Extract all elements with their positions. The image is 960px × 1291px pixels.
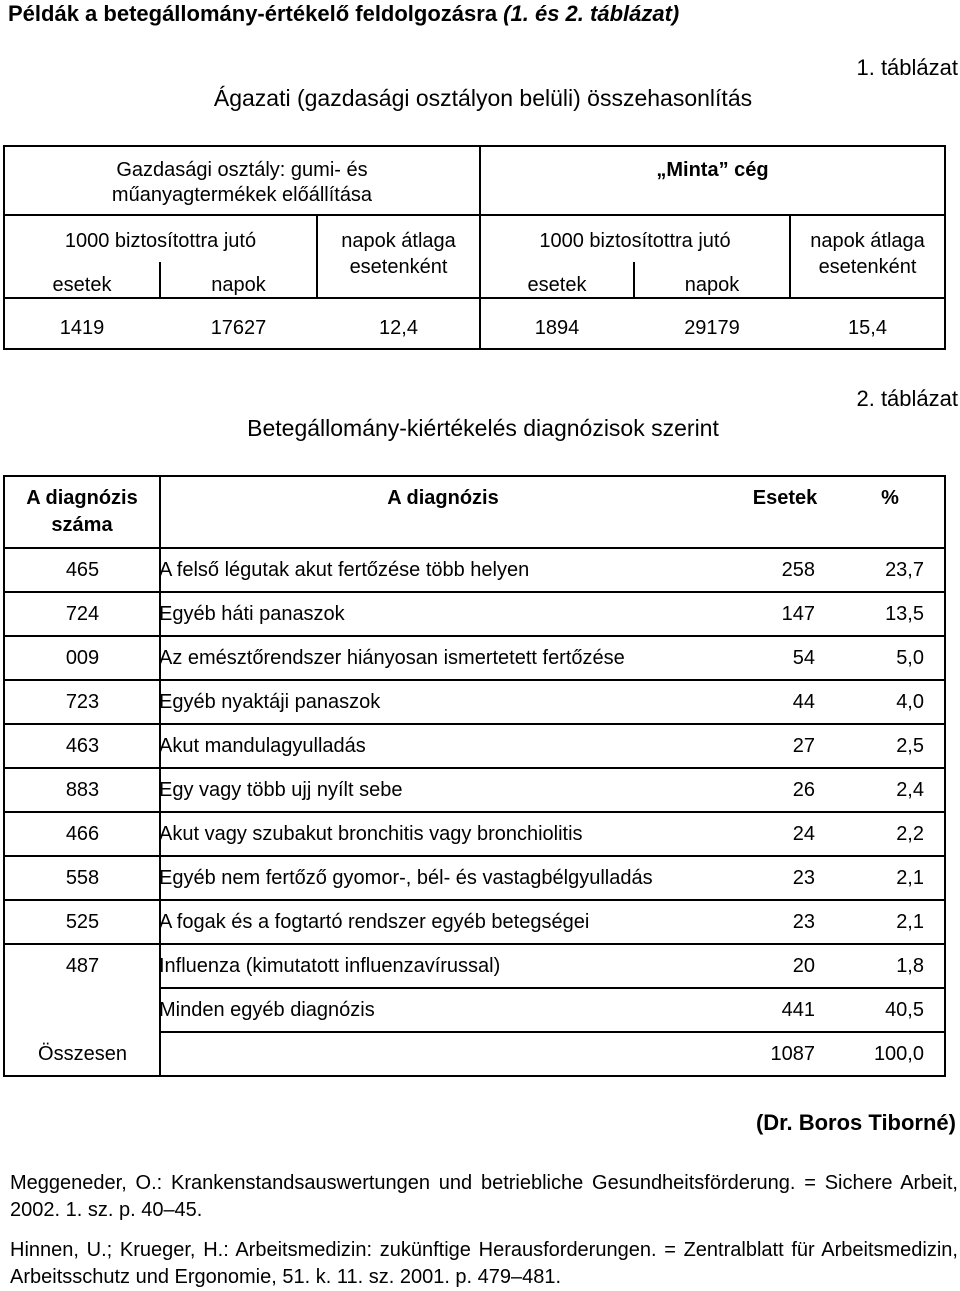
- table-row: [5, 945, 944, 989]
- total-label: Összesen: [38, 1043, 127, 1065]
- value-cases-left: 1419: [59, 317, 105, 339]
- avg-days-left-line1: napok átlaga: [341, 230, 456, 252]
- diagnosis-table: [3, 475, 946, 1077]
- table2-divider: [5, 679, 944, 681]
- table-row: [5, 593, 944, 637]
- table-row: [5, 769, 944, 813]
- table-row: [5, 549, 944, 593]
- value-days-right: 29179: [684, 317, 740, 339]
- avg-days-left-line2: esetenként: [349, 256, 448, 278]
- table-row: [5, 857, 944, 901]
- diagnosis-code: 724: [65, 603, 100, 625]
- table2-divider: [5, 635, 944, 637]
- diagnosis-cases: 26: [792, 779, 815, 801]
- diagnosis-cases: 20: [792, 955, 815, 977]
- header-code-line1: A diagnózis: [26, 487, 138, 509]
- table-row: [5, 637, 944, 681]
- value-avg-right: 15,4: [848, 317, 887, 339]
- diagnosis-cases: 23: [792, 911, 815, 933]
- table1-label: 1. táblázat: [856, 55, 958, 80]
- table2-label: 2. táblázat: [856, 386, 958, 411]
- diagnosis-code: 558: [65, 867, 100, 889]
- diagnosis-percent: 40,5: [885, 999, 924, 1021]
- days-right-header: napok: [684, 274, 740, 296]
- diagnosis-name: Egyéb háti panaszok: [159, 603, 345, 625]
- table2-divider: [5, 899, 944, 901]
- page-title-italic: (1. és 2. táblázat): [503, 1, 680, 26]
- diagnosis-code: 487: [65, 955, 100, 977]
- table-row: [5, 813, 944, 857]
- per-1000-left: 1000 biztosítottra jutó: [64, 230, 257, 252]
- header-cases: Esetek: [752, 487, 818, 509]
- author: (Dr. Boros Tiborné): [755, 1110, 956, 1135]
- diagnosis-percent: 13,5: [885, 603, 924, 625]
- diagnosis-percent: 23,7: [885, 559, 924, 581]
- table2-divider: [5, 811, 944, 813]
- table-row: [5, 989, 944, 1033]
- diagnosis-percent: 2,1: [896, 867, 924, 889]
- diagnosis-code: 525: [65, 911, 100, 933]
- value-days-left: 17627: [210, 317, 267, 339]
- diagnosis-name: Minden egyéb diagnózis: [159, 999, 375, 1021]
- diagnosis-code: 883: [65, 779, 100, 801]
- table1-divider: [5, 297, 944, 299]
- group-right: „Minta” cég: [656, 159, 769, 181]
- page-title-main: Példák a betegállomány-értékelő feldolgozásra: [8, 1, 504, 26]
- diagnosis-cases: 258: [781, 559, 815, 581]
- diagnosis-code: 463: [65, 735, 100, 757]
- diagnosis-cases: 147: [781, 603, 815, 625]
- days-left-header: napok: [211, 274, 266, 296]
- diagnosis-percent: 4,0: [896, 691, 924, 713]
- diagnosis-cases: 27: [792, 735, 815, 757]
- table2-divider: [5, 855, 944, 857]
- cases-left-header: esetek: [52, 274, 112, 296]
- diagnosis-percent: 2,5: [896, 735, 924, 757]
- diagnosis-name: Egy vagy több ujj nyílt sebe: [159, 779, 403, 801]
- table2-divider: [5, 591, 944, 593]
- total-percent: 100,0: [873, 1043, 924, 1065]
- avg-days-right-line1: napok átlaga: [810, 230, 925, 252]
- diagnosis-name: Influenza (kimutatott influenzavírussal): [159, 955, 501, 977]
- diagnosis-cases: 441: [781, 999, 815, 1021]
- per-1000-right: 1000 biztosítottra jutó: [539, 230, 731, 252]
- table2-divider: [5, 767, 944, 769]
- diagnosis-code: 723: [65, 691, 100, 713]
- diagnosis-code: 009: [65, 647, 100, 669]
- reference-1: Meggeneder, O.: Krankenstandsauswertungen und betriebliche Gesundheitsförderung. = Sichere Arbeit, 2002. 1. sz. p. 40–45.: [10, 1172, 958, 1221]
- table2-divider: [161, 1031, 944, 1033]
- table2-caption: Betegállomány-kiértékelés diagnózisok szerint: [247, 415, 719, 441]
- table1-caption: Ágazati (gazdasági osztályon belüli) összehasonlítás: [213, 85, 753, 111]
- table2-divider: [5, 723, 944, 725]
- group-left-line1: Gazdasági osztály: gumi- és: [116, 159, 368, 181]
- diagnosis-percent: 2,1: [896, 911, 924, 933]
- table-row: [5, 681, 944, 725]
- diagnosis-name: A fogak és a fogtartó rendszer egyéb betegségei: [159, 911, 590, 933]
- table-row: [5, 725, 944, 769]
- table-row: [5, 901, 944, 945]
- total-row: [5, 1033, 944, 1077]
- table1-divider: [5, 214, 944, 216]
- diagnosis-name: Egyéb nem fertőző gyomor-, bél- és vastagbélgyulladás: [159, 867, 653, 889]
- header-diagnosis: A diagnózis: [387, 487, 499, 509]
- diagnosis-cases: 24: [792, 823, 815, 845]
- value-cases-right: 1894: [534, 317, 580, 339]
- diagnosis-code: 466: [65, 823, 100, 845]
- diagnosis-percent: 1,8: [896, 955, 924, 977]
- reference-2: Hinnen, U.; Krueger, H.: Arbeitsmedizin: zukünftige Herausforderungen. = Zentralblatt für Arbeitsmedizin, Arbeitsschutz und Ergonomie, 51. k. 11. sz. 2001. p. 479–481.: [10, 1239, 958, 1288]
- total-cases: 1087: [770, 1043, 815, 1065]
- page-title: [8, 1, 679, 27]
- diagnosis-percent: 2,4: [896, 779, 924, 801]
- diagnosis-code: 465: [65, 559, 100, 581]
- group-left-line2: műanyagtermékek előállítása: [111, 184, 373, 206]
- diagnosis-cases: 44: [792, 691, 815, 713]
- value-avg-left: 12,4: [379, 317, 418, 339]
- diagnosis-name: Az emésztőrendszer hiányosan ismertetett fertőzése: [159, 647, 625, 669]
- header-code-line2: száma: [51, 514, 113, 536]
- diagnosis-percent: 5,0: [896, 647, 924, 669]
- cases-right-header: esetek: [527, 274, 587, 296]
- table2-divider: [5, 943, 944, 945]
- diagnosis-name: Akut mandulagyulladás: [159, 735, 366, 757]
- table2-divider: [161, 987, 944, 989]
- diagnosis-cases: 23: [792, 867, 815, 889]
- comparison-table: [3, 145, 946, 350]
- header-percent: %: [881, 487, 899, 509]
- diagnosis-name: Akut vagy szubakut bronchitis vagy bronchiolitis: [159, 823, 583, 845]
- diagnosis-name: Egyéb nyaktáji panaszok: [159, 691, 381, 713]
- avg-days-right-line2: esetenként: [818, 256, 917, 278]
- diagnosis-percent: 2,2: [896, 823, 924, 845]
- diagnosis-name: A felső légutak akut fertőzése több helyen: [159, 559, 530, 581]
- diagnosis-cases: 54: [792, 647, 815, 669]
